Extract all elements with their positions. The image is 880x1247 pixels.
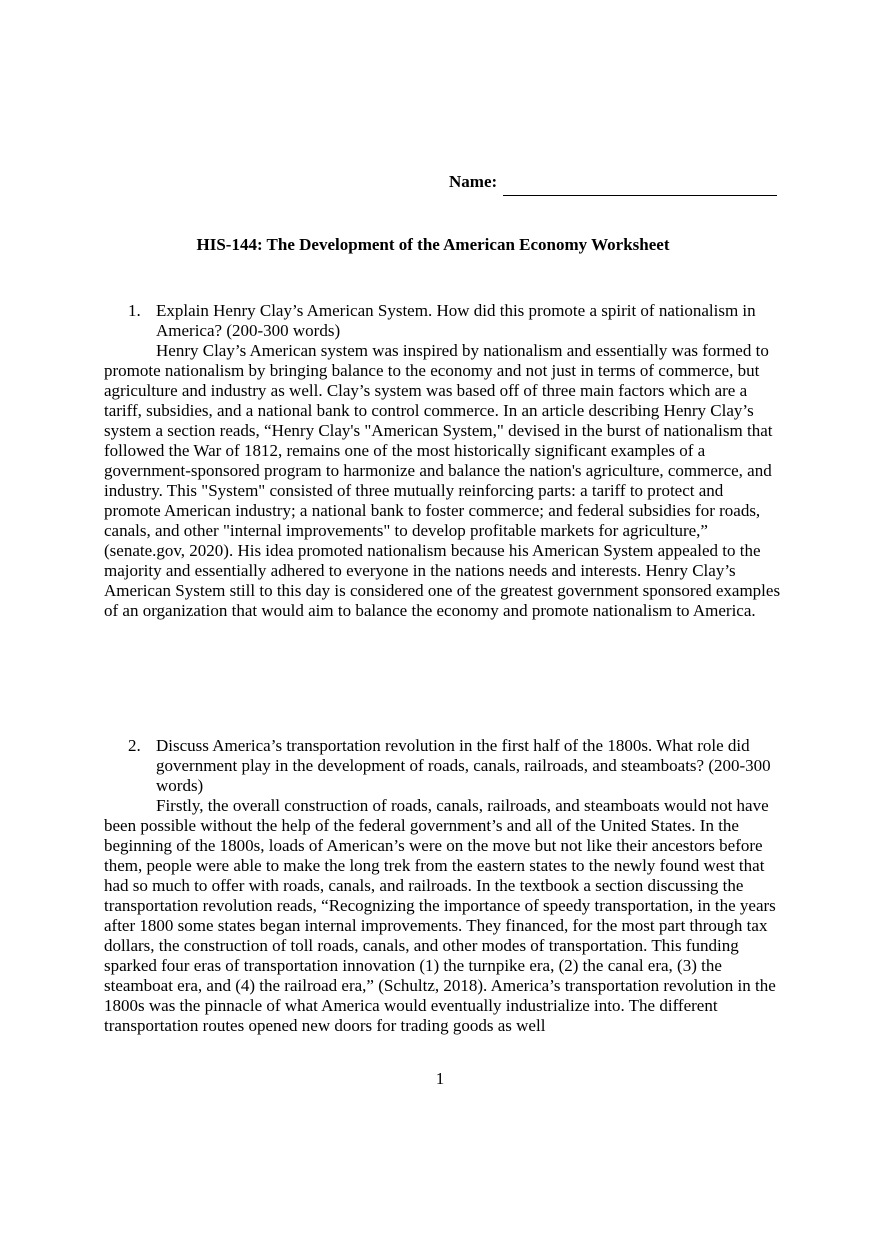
question-1-prompt-text: Explain Henry Clay’s American System. How did this promote a spirit of nationalism in America? (200-300 words): [156, 301, 756, 340]
page-number: 1: [435, 1069, 445, 1088]
question-1: [104, 301, 784, 621]
question-1-number: 1.: [128, 301, 141, 320]
question-1-prompt: [104, 301, 784, 341]
question-2: [104, 736, 784, 1036]
worksheet-title: HIS-144: The Development of the American Economy Worksheet: [196, 235, 670, 254]
question-1-answer: Henry Clay’s American system was inspired by nationalism and essentially was formed to promote nationalism by bringing balance to the economy and not just in terms of commerce, but agriculture and industry as well. Clay’s system was based off of three main factors which are a tariff, subsidies, and a national bank to control commerce. In an article describing Henry Clay’s system a section reads, “Henry Clay's "American System," devised in the burst of nationalism that followed the War of 1812, remains one of the most historically significant examples of a government-sponsored program to harmonize and balance the nation's agriculture, commerce, and industry. This "System" consisted of three mutually reinforcing parts: a tariff to protect and promote American industry; a national bank to foster commerce; and federal subsidies for roads, canals, and other "internal improvements" to develop profitable markets for agriculture,” (senate.gov, 2020). His idea promoted nationalism because his American System appealed to the majority and essentially adhered to everyone in the nations needs and interests. Henry Clay’s American System still to this day is considered one of the greatest government sponsored examples of an organization that would aim to balance the economy and promote nationalism to America.: [104, 341, 781, 620]
question-2-answer: Firstly, the overall construction of roads, canals, railroads, and steamboats would not have been possible without the help of the federal government’s and all of the United States. In the beginning of the 1800s, loads of American’s were on the move but not like their ancestors before them, people were able to make the long trek from the eastern states to the newly found west that had so much to offer with roads, canals, and railroads. In the textbook a section discussing the transportation revolution reads, “Recognizing the importance of speedy transportation, in the years after 1800 some states began internal improvements. They financed, for the most part through tax dollars, the construction of toll roads, canals, and other modes of transportation. This funding sparked four eras of transportation innovation (1) the turnpike era, (2) the canal era, (3) the steamboat era, and (4) the railroad era,” (Schultz, 2018). America’s transportation revolution in the 1800s was the pinnacle of what America would eventually industrialize into. The different transportation routes opened new doors for trading goods as well: [104, 796, 776, 1035]
name-blank-line: [503, 195, 777, 196]
question-2-prompt-text: Discuss America’s transportation revolution in the first half of the 1800s. What role did government play in the development of roads, canals, railroads, and steamboats? (200-300 words): [156, 736, 771, 795]
name-label: Name:: [449, 172, 498, 191]
question-2-number: 2.: [128, 736, 141, 755]
name-field: [449, 170, 779, 200]
question-2-prompt: [104, 736, 784, 796]
